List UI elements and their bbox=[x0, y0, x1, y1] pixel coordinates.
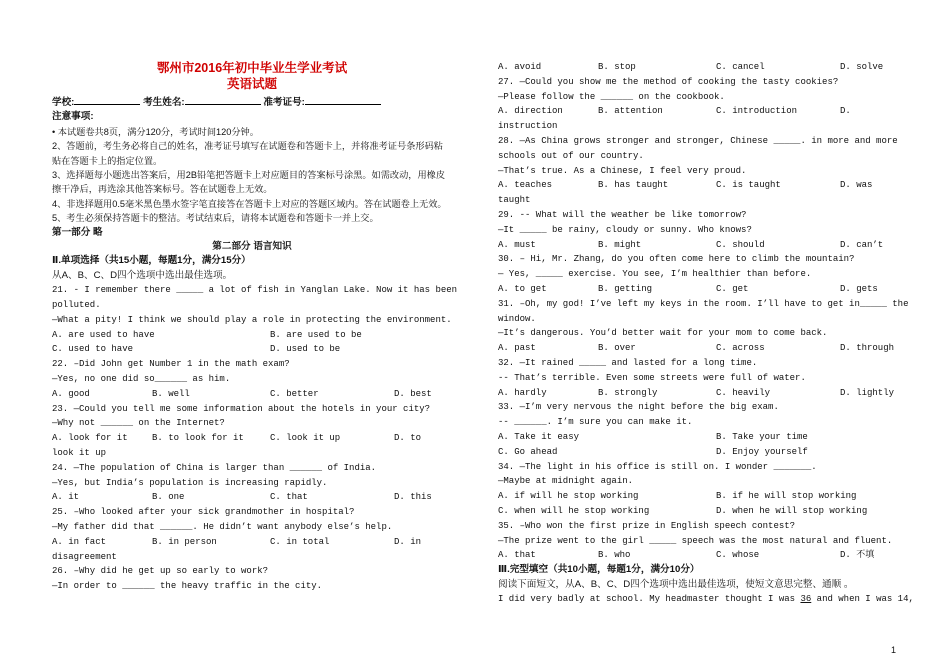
question-block bbox=[498, 134, 898, 208]
part-two-heading: 第二部分 语言知识 bbox=[212, 241, 292, 253]
option-row bbox=[498, 178, 898, 193]
school-blank[interactable] bbox=[74, 94, 140, 105]
answer-option[interactable]: C. whose bbox=[716, 550, 760, 561]
question-26-options bbox=[498, 60, 898, 75]
question-text: window. bbox=[498, 313, 536, 324]
blank-36[interactable]: 36 bbox=[800, 593, 812, 604]
answer-option[interactable]: A. that bbox=[498, 550, 536, 561]
answer-option[interactable]: D. this bbox=[394, 492, 432, 503]
answer-option[interactable]: B. if he will stop working bbox=[716, 491, 857, 502]
option-row bbox=[498, 341, 898, 356]
question-text: 32. —It rained _____ and lasted for a long time. bbox=[498, 357, 758, 368]
answer-option[interactable]: D. through bbox=[840, 343, 895, 354]
answer-option[interactable]: D. solve bbox=[840, 62, 884, 72]
answer-option[interactable]: D. bbox=[840, 106, 851, 117]
question-text: 30. – Hi, Mr. Zhang, do you often come here to climb the mountain? bbox=[498, 254, 855, 265]
notes-heading: 注意事项: bbox=[52, 111, 94, 123]
option-row bbox=[52, 387, 452, 402]
question-text: —Please follow the ______ on the cookbook. bbox=[498, 91, 725, 102]
option-row bbox=[498, 489, 898, 504]
answer-option[interactable]: C. heavily bbox=[716, 387, 771, 398]
section-one-heading: Ⅱ.单项选择（共15小题，每题1分，满分15分） bbox=[52, 255, 251, 267]
option-row bbox=[498, 445, 898, 460]
exam-subtitle: 英语试题 bbox=[226, 77, 277, 91]
answer-option[interactable]: A. if will he stop working bbox=[498, 491, 639, 502]
section-one-intro: 从A、B、C、D四个选项中选出最佳选项。 bbox=[52, 269, 233, 281]
option-row bbox=[52, 535, 452, 550]
question-text: —Why not ______ on the Internet? bbox=[52, 418, 225, 429]
question-text: — Yes, _____ exercise. You see, I’m healthier than before. bbox=[498, 269, 812, 280]
question-block bbox=[498, 252, 898, 296]
answer-option[interactable]: D. best bbox=[394, 388, 432, 399]
question-block bbox=[498, 297, 909, 356]
option-continuation: instruction bbox=[498, 121, 558, 132]
question-text: —The prize went to the girl _____ speech was the most natural and fluent. bbox=[498, 535, 893, 546]
answer-option[interactable]: C. Go ahead bbox=[498, 446, 558, 457]
answer-option[interactable]: D. was bbox=[840, 180, 873, 191]
school-label: 学校: bbox=[52, 97, 75, 108]
left-column bbox=[52, 0, 458, 594]
answer-option[interactable]: B. attention bbox=[598, 106, 663, 117]
question-text: —That’s true. As a Chinese, I feel very proud. bbox=[498, 165, 747, 176]
option-continuation: disagreement bbox=[52, 551, 117, 562]
question-text: 31. –Oh, my god! I’ve left my keys in the room. I’ll have to get in_____ the bbox=[498, 298, 909, 309]
answer-option[interactable]: B. getting bbox=[598, 283, 653, 294]
question-text: 27. —Could you show me the method of cooking the tasty cookies? bbox=[498, 76, 839, 87]
answer-option[interactable]: A. are used to have bbox=[52, 329, 155, 340]
question-text: 29. -- What will the weather be like tomorrow? bbox=[498, 209, 747, 220]
answer-option[interactable]: D. can’t bbox=[840, 239, 884, 250]
answer-option[interactable]: D. lightly bbox=[840, 387, 895, 398]
question-text: 26. –Why did he get up so early to work? bbox=[52, 566, 269, 577]
question-block bbox=[52, 505, 452, 564]
question-text: 24. —The population of China is larger than ______ of India. bbox=[52, 462, 377, 473]
question-text: —My father did that ______. He didn’t want anybody else’s help. bbox=[52, 522, 393, 533]
answer-option[interactable]: B. in person bbox=[152, 536, 217, 547]
answer-option[interactable]: A. it bbox=[52, 492, 80, 503]
answer-option[interactable]: C. used to have bbox=[52, 344, 134, 355]
question-text: 21. - I remember there _____ a lot of fish in Yanglan Lake. Now it has been bbox=[52, 285, 458, 296]
answer-option[interactable]: A. past bbox=[498, 343, 536, 354]
answer-option[interactable]: D. gets bbox=[840, 283, 878, 294]
option-row bbox=[498, 282, 898, 297]
note-item: 2、答题前，考生务必将自己的姓名，准考证号填写在试题卷和答题卡上，并将准考证号条形码粘贴在答题卡上的指定位置。 bbox=[52, 141, 443, 166]
question-block bbox=[498, 400, 898, 459]
question-block bbox=[52, 564, 452, 594]
ticket-number-blank[interactable] bbox=[305, 94, 381, 105]
answer-option[interactable]: B. over bbox=[598, 343, 636, 354]
question-text: 25. –Who looked after your sick grandmother in hospital? bbox=[52, 507, 355, 518]
question-text: —Yes, but India’s population is increasing rapidly. bbox=[52, 477, 328, 488]
answer-option[interactable]: C. when will he stop working bbox=[498, 505, 650, 516]
section-three-heading: Ⅲ.完型填空（共10小题，每题1分，满分10分） bbox=[498, 564, 700, 576]
answer-option[interactable]: C. that bbox=[270, 492, 308, 503]
option-continuation: taught bbox=[498, 195, 531, 206]
answer-option[interactable]: B. Take your time bbox=[716, 431, 808, 442]
question-text: —Yes, no one did so______ as him. bbox=[52, 374, 231, 385]
answer-option[interactable]: A. must bbox=[498, 239, 536, 250]
question-text: —It’s dangerous. You’d better wait for your mom to come back. bbox=[498, 328, 828, 339]
exam-title: 鄂州市2016年初中毕业生学业考试 bbox=[156, 61, 348, 75]
option-row bbox=[52, 328, 452, 343]
question-text: —In order to ______ the heavy traffic in the city. bbox=[52, 581, 323, 592]
question-block bbox=[52, 357, 452, 401]
question-text: —What a pity! I think we should play a role in protecting the environment. bbox=[52, 314, 452, 325]
answer-option[interactable]: C. introduction bbox=[716, 106, 798, 117]
option-row bbox=[498, 504, 898, 519]
answer-option[interactable]: B. one bbox=[152, 492, 185, 503]
answer-option[interactable]: A. Take it easy bbox=[498, 431, 580, 442]
answer-option[interactable]: B. are used to be bbox=[270, 329, 362, 340]
question-block bbox=[498, 208, 898, 252]
option-row bbox=[498, 238, 898, 253]
student-name-label: 考生姓名: bbox=[143, 97, 185, 108]
question-text: 33. —I’m very nervous the night before the big exam. bbox=[498, 402, 779, 413]
answer-option[interactable]: A. teaches bbox=[498, 180, 553, 191]
answer-option[interactable]: B. stop bbox=[598, 62, 636, 72]
right-column bbox=[498, 0, 914, 607]
question-block bbox=[52, 283, 458, 357]
question-text: 34. —The light in his office is still on. I wonder _______. bbox=[498, 461, 817, 472]
answer-option[interactable]: C. in total bbox=[270, 536, 330, 547]
answer-option[interactable]: A. avoid bbox=[498, 62, 542, 72]
answer-option[interactable]: D. when he will stop working bbox=[716, 505, 868, 516]
option-continuation: look it up bbox=[52, 448, 107, 459]
option-row bbox=[498, 386, 898, 401]
option-row bbox=[52, 490, 452, 505]
answer-option[interactable]: A. good bbox=[52, 388, 90, 399]
answer-option[interactable]: C. get bbox=[716, 283, 749, 294]
section-three-intro: 阅读下面短文，从A、B、C、D四个选项中选出最佳选项，使短文意思完整、通顺 。 bbox=[498, 578, 854, 590]
question-text: 23. —Could you tell me some information about the hotels in your city? bbox=[52, 403, 431, 414]
right-questions bbox=[498, 75, 909, 563]
answer-option[interactable]: C. is taught bbox=[716, 180, 781, 191]
answer-option[interactable]: B. to look for it bbox=[152, 433, 244, 444]
question-text: 22. –Did John get Number 1 in the math exam? bbox=[52, 359, 290, 370]
question-block bbox=[498, 356, 898, 400]
answer-option[interactable]: A. hardly bbox=[498, 387, 547, 398]
question-text: 28. —As China grows stronger and stronger, Chinese _____. in more and more bbox=[498, 135, 898, 146]
answer-option[interactable]: B. has taught bbox=[598, 180, 669, 191]
left-questions bbox=[52, 283, 458, 594]
option-row bbox=[498, 430, 898, 445]
note-item: 4、非选择题用0.5毫米黑色墨水签字笔直接答在答题卡上对应的答题区域内。答在试题卷上无效。 bbox=[52, 198, 447, 209]
answer-option[interactable]: D. Enjoy yourself bbox=[716, 446, 808, 457]
passage-text-start: I did very badly at school. My headmaster thought I was bbox=[498, 593, 801, 604]
question-text: —Maybe at midnight again. bbox=[498, 476, 634, 487]
question-text: —It _____ be rainy, cloudy or sunny. Who knows? bbox=[498, 224, 752, 235]
answer-option[interactable]: C. cancel bbox=[716, 62, 765, 72]
question-block bbox=[52, 402, 452, 461]
note-item: 3、选择题每小题选出答案后，用2B铅笔把答题卡上对应题目的答案标号涂黑。如需改动，用橡皮擦干净后，再选涂其他答案标号。答在试题卷上无效。 bbox=[52, 170, 446, 195]
question-text: -- That’s terrible. Even some streets were full of water. bbox=[498, 372, 806, 383]
question-block bbox=[498, 519, 898, 563]
student-name-blank[interactable] bbox=[185, 94, 261, 105]
note-item: 5、考生必须保持答题卡的整洁。考试结束后，请将本试题卷和答题卡一并上交。 bbox=[52, 213, 379, 224]
answer-option[interactable]: C. should bbox=[716, 239, 765, 250]
answer-option[interactable]: A. to get bbox=[498, 283, 547, 294]
answer-option[interactable]: D. to bbox=[394, 433, 422, 444]
option-row bbox=[52, 342, 452, 357]
question-text: schools out of our country. bbox=[498, 150, 644, 161]
student-info-row bbox=[52, 94, 452, 110]
answer-option[interactable]: D. in bbox=[394, 536, 422, 547]
page-number: 1 bbox=[890, 645, 896, 655]
note-item: • 本试题卷共8页，满分120分，考试时间120分钟。 bbox=[52, 126, 259, 137]
question-block bbox=[498, 75, 898, 134]
option-row bbox=[498, 548, 898, 563]
question-text: 35. –Who won the first prize in English speech contest? bbox=[498, 520, 796, 531]
question-text: polluted. bbox=[52, 300, 101, 311]
answer-option[interactable]: B. well bbox=[152, 388, 190, 399]
answer-option[interactable]: C. look it up bbox=[270, 433, 341, 444]
passage-text-end: and when I was 14, bbox=[811, 593, 914, 604]
answer-option[interactable]: B. strongly bbox=[598, 387, 658, 398]
passage-first-line bbox=[498, 592, 914, 607]
answer-option[interactable]: C. across bbox=[716, 343, 765, 354]
question-block bbox=[498, 460, 898, 519]
answer-option[interactable]: D. 不填 bbox=[840, 550, 875, 561]
answer-option[interactable]: C. better bbox=[270, 388, 319, 399]
part-one-heading: 第一部分 略 bbox=[52, 226, 103, 238]
option-row bbox=[52, 431, 452, 446]
answer-option[interactable]: B. who bbox=[598, 550, 631, 561]
question-block bbox=[52, 461, 452, 505]
option-row bbox=[498, 104, 898, 119]
ticket-number-label: 准考证号: bbox=[263, 97, 305, 108]
answer-option[interactable]: B. might bbox=[598, 239, 642, 250]
answer-option[interactable]: A. look for it bbox=[52, 433, 128, 444]
notes-list bbox=[52, 125, 452, 226]
answer-option[interactable]: A. direction bbox=[498, 106, 563, 117]
question-text: -- ______. I’m sure you can make it. bbox=[498, 417, 693, 428]
answer-option[interactable]: A. in fact bbox=[52, 536, 107, 547]
answer-option[interactable]: D. used to be bbox=[270, 344, 341, 355]
